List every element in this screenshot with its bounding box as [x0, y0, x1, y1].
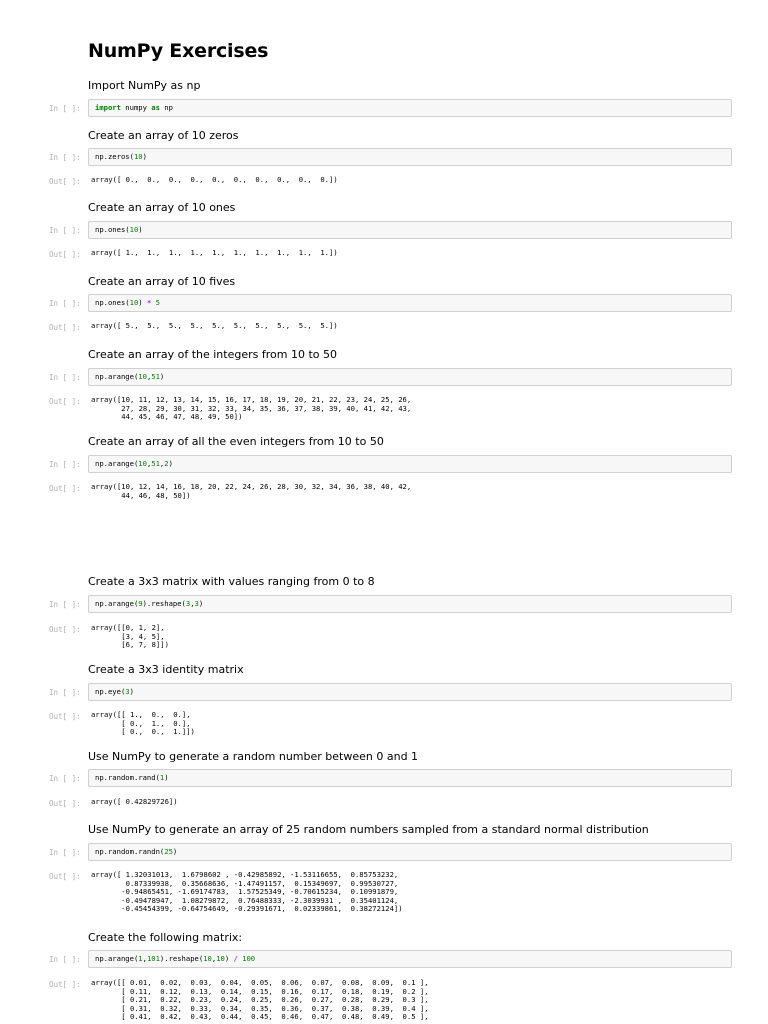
cell-output: array([ 0., 0., 0., 0., 0., 0., 0., 0., 0., 0.]) — [91, 175, 338, 184]
code-token: 1 — [159, 773, 165, 782]
in-prompt: In [ ]: — [49, 299, 81, 308]
code-cell-input[interactable] — [88, 455, 732, 473]
code-token: 3 — [185, 599, 191, 608]
code-token: 10 — [203, 954, 212, 963]
in-prompt: In [ ]: — [49, 226, 81, 235]
code-token: 10 — [138, 459, 147, 468]
code-token: 10 — [129, 298, 139, 307]
in-prompt: In [ ]: — [49, 848, 81, 857]
in-prompt: In [ ]: — [49, 600, 81, 609]
code-token: 51 — [151, 372, 160, 381]
cell-output: array([10, 11, 12, 13, 14, 15, 16, 17, 18, 19, 20, 21, 22, 23, 24, 25, 26, 27, 28, 29, 30, 31, 32, 33, 34, 35, 36, 37, 38, 39, 40, 41, 42, 43, 44, 45, 46, 47, 48, 49, 50]) — [91, 395, 412, 421]
code-token: np.arange( — [95, 954, 139, 963]
out-prompt: Out[ ]: — [49, 397, 81, 406]
code-token: ) — [168, 459, 173, 468]
code-token: 1 — [138, 954, 143, 963]
code-token: , — [190, 599, 195, 608]
out-prompt: Out[ ]: — [49, 484, 81, 493]
code-token: 9 — [138, 599, 143, 608]
code-token: numpy — [120, 103, 152, 112]
in-prompt: In [ ]: — [49, 774, 81, 783]
code-token: ) — [198, 599, 204, 608]
exercise-heading: Create a 3x3 identity matrix — [88, 663, 244, 676]
code-token: np.random.randn( — [95, 847, 165, 856]
code-token: , — [142, 954, 147, 963]
code-token: import — [95, 103, 121, 112]
exercise-heading: Use NumPy to generate a random number between 0 and 1 — [88, 750, 419, 763]
code-token: , — [211, 954, 217, 963]
out-prompt: Out[ ]: — [49, 872, 81, 881]
code-token: np — [159, 103, 173, 112]
code-token: np.ones( — [95, 225, 130, 234]
code-cell-input[interactable] — [88, 368, 732, 386]
code-token: as — [151, 103, 160, 112]
exercise-heading: Create the following matrix: — [88, 931, 243, 944]
cell-output: array([[ 0.01, 0.02, 0.03, 0.04, 0.05, 0.06, 0.07, 0.08, 0.09, 0.1 ], [ 0.11, 0.12, 0.13, 0.14, 0.15, 0.16, 0.17, 0.18, 0.19, 0.2 ], [ 0.21, 0.22, 0.23, 0.24, 0.25, 0.26, 0.27, 0.28, 0.29, 0.3 ], [ 0.31, 0.32, 0.33, 0.34, 0.35, 0.36, 0.37, 0.38, 0.39, 0.4 ], [ 0.41, 0.42, 0.43, 0.44, 0.45, 0.46, 0.47, 0.48, 0.49, 0.5 ], — [91, 978, 429, 1021]
in-prompt: In [ ]: — [49, 153, 81, 162]
exercise-heading: Use NumPy to generate an array of 25 random numbers sampled from a standard normal distribution — [88, 823, 649, 836]
code-cell-input[interactable] — [88, 99, 732, 117]
code-token: ) — [172, 847, 178, 856]
code-token: 10 — [138, 372, 147, 381]
code-token: / — [233, 954, 238, 963]
code-token: ) — [159, 372, 165, 381]
code-token: 3 — [125, 687, 130, 696]
out-prompt: Out[ ]: — [49, 323, 81, 332]
out-prompt: Out[ ]: — [49, 250, 81, 259]
in-prompt: In [ ]: — [49, 373, 81, 382]
out-prompt: Out[ ]: — [49, 625, 81, 634]
code-token: ) — [138, 225, 143, 234]
out-prompt: Out[ ]: — [49, 799, 81, 808]
code-token: ) — [142, 152, 147, 161]
in-prompt: In [ ]: — [49, 104, 81, 113]
exercise-heading: Create an array of all the even integers from 10 to 50 — [88, 435, 384, 448]
code-cell-input[interactable] — [88, 595, 732, 613]
code-token: ) — [138, 298, 147, 307]
in-prompt: In [ ]: — [49, 460, 81, 469]
cell-output: array([ 1., 1., 1., 1., 1., 1., 1., 1., 1., 1.]) — [91, 248, 338, 257]
code-token: 101 — [146, 954, 160, 963]
cell-output: array([ 1.32031013, 1.6798602 , -0.42985892, -1.53116655, 0.85753232, 0.87339938, 0.35668636, -1.47491157, 0.15349697, 0.99530727, -0.94865451, -1.69174783, 1.57525349, -0.70615234, 0.10991879, -0.49478947, 1.08279872, 0.76488333, -2.3039931 , 0.35401124, -0.45454399, -0.64754649, -0.29391671, 0.02339861, 0.38272124]) — [91, 870, 403, 913]
cell-output: array([ 5., 5., 5., 5., 5., 5., 5., 5., 5., 5.]) — [91, 321, 338, 330]
code-token: np.random.rand( — [95, 773, 160, 782]
code-token: ) — [164, 773, 169, 782]
code-cell-input[interactable] — [88, 843, 732, 861]
out-prompt: Out[ ]: — [49, 712, 81, 721]
code-token: * — [146, 298, 152, 307]
code-token: 100 — [242, 954, 256, 963]
exercise-heading: Create an array of the integers from 10 to 50 — [88, 348, 337, 361]
code-token: np.arange( — [95, 372, 139, 381]
code-token: 5 — [155, 298, 160, 307]
code-cell-input[interactable] — [88, 683, 732, 701]
code-token: 10 — [129, 225, 139, 234]
code-token: ).reshape( — [159, 954, 204, 963]
page-title: NumPy Exercises — [88, 40, 269, 62]
code-token: np.ones( — [95, 298, 130, 307]
code-token: 2 — [164, 459, 169, 468]
code-token: 51 — [151, 459, 160, 468]
cell-output: array([10, 12, 14, 16, 18, 20, 22, 24, 26, 28, 30, 32, 34, 36, 38, 40, 42, 44, 46, 48, 50]) — [91, 482, 412, 500]
code-cell-input[interactable] — [88, 294, 732, 312]
code-token: np.arange( — [95, 599, 139, 608]
code-token: , — [159, 459, 165, 468]
cell-output: array([[ 1., 0., 0.], [ 0., 1., 0.], [ 0., 0., 1.]]) — [91, 710, 195, 736]
in-prompt: In [ ]: — [49, 955, 81, 964]
code-token: , — [146, 372, 152, 381]
exercise-heading: Create an array of 10 ones — [88, 201, 236, 214]
code-token: ).reshape( — [142, 599, 186, 608]
out-prompt: Out[ ]: — [49, 177, 81, 186]
code-token: ) — [129, 687, 134, 696]
exercise-heading: Create an array of 10 zeros — [88, 129, 239, 142]
code-token: np.zeros( — [95, 152, 134, 161]
code-token: 3 — [194, 599, 199, 608]
code-token: np.eye( — [95, 687, 126, 696]
code-token: 10 — [216, 954, 225, 963]
cell-output: array([[0, 1, 2], [3, 4, 5], [6, 7, 8]]) — [91, 623, 169, 649]
code-cell-input[interactable] — [88, 950, 732, 968]
code-token: ) — [224, 954, 234, 963]
exercise-heading: Create a 3x3 matrix with values ranging from 0 to 8 — [88, 575, 375, 588]
code-token: 10 — [133, 152, 143, 161]
code-token: 25 — [164, 847, 173, 856]
code-token: , — [146, 459, 152, 468]
code-cell-input[interactable] — [88, 221, 732, 239]
exercise-heading: Import NumPy as np — [88, 79, 201, 92]
out-prompt: Out[ ]: — [49, 980, 81, 989]
in-prompt: In [ ]: — [49, 688, 81, 697]
code-cell-input[interactable] — [88, 769, 732, 787]
cell-output: array([ 0.42829726]) — [91, 797, 178, 806]
exercise-heading: Create an array of 10 fives — [88, 275, 236, 288]
code-token: np.arange( — [95, 459, 139, 468]
code-cell-input[interactable] — [88, 148, 732, 166]
